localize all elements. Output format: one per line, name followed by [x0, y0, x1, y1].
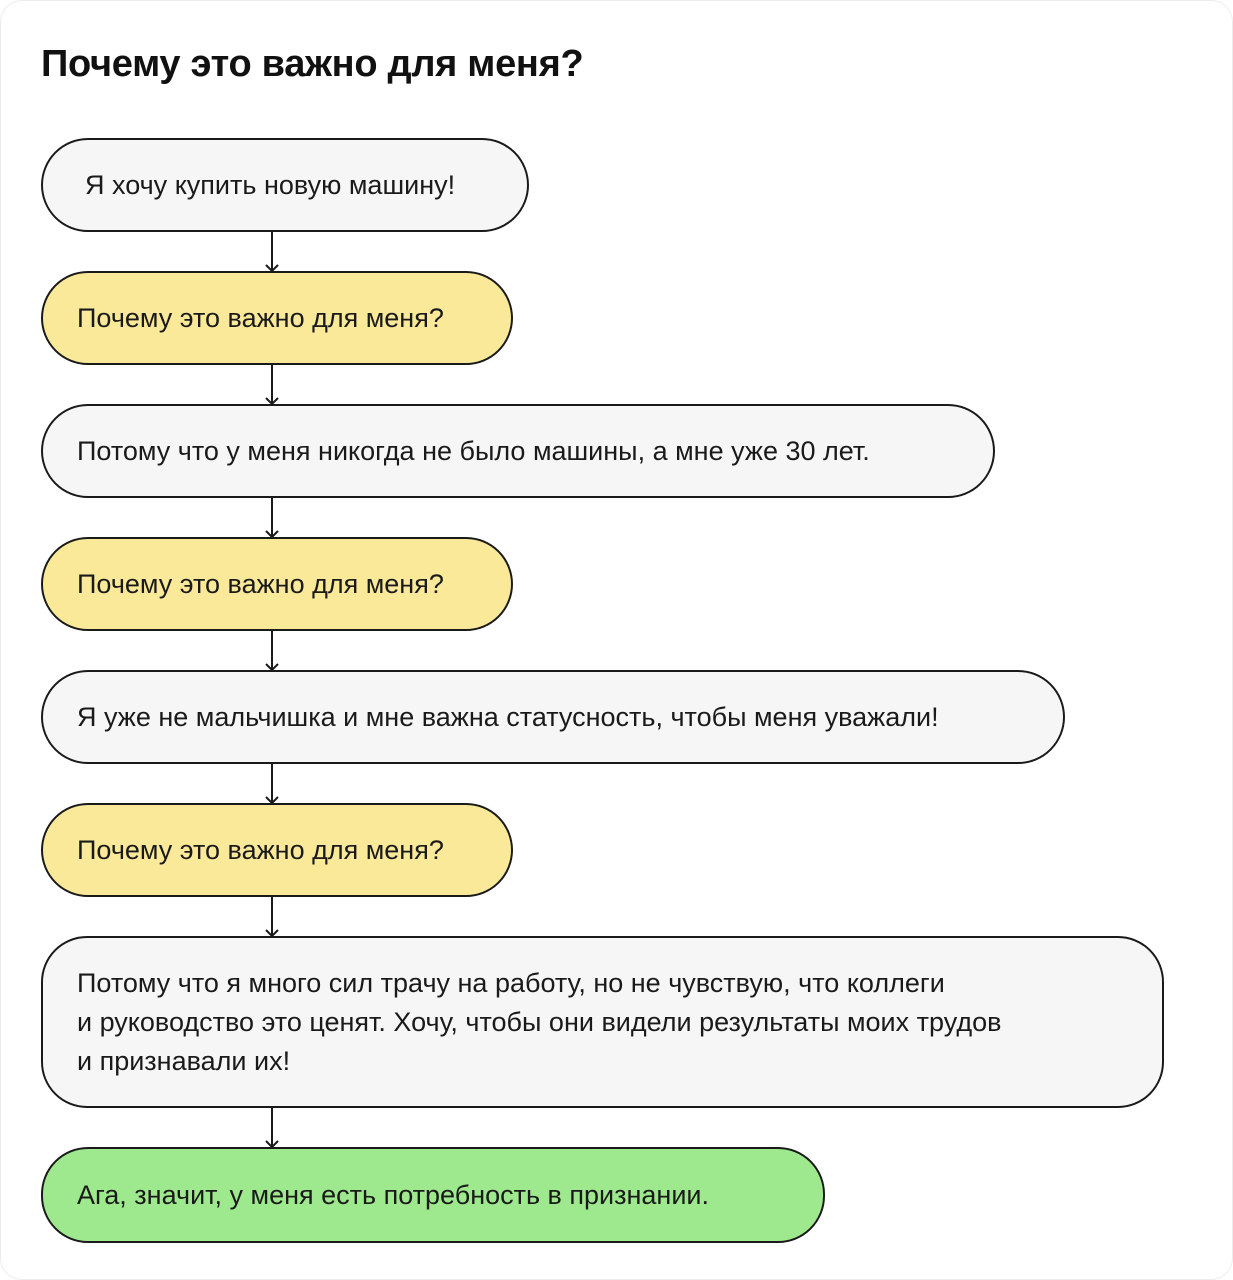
flow-node-answer — [41, 404, 995, 498]
flow-node-question — [41, 537, 513, 631]
flow-node-question — [41, 803, 513, 897]
flow-arrow — [262, 231, 282, 273]
flow-arrow — [262, 1107, 282, 1149]
flow-node-answer-multiline — [41, 936, 1164, 1108]
flow-arrow — [262, 364, 282, 406]
flow-arrow — [262, 497, 282, 539]
flow-node-statement — [41, 138, 529, 232]
flow-node-text: Почему это важно для меня? — [77, 834, 444, 865]
flow-node-text: Почему это важно для меня? — [77, 302, 444, 333]
flow-node-text-line: Потому что я много сил трачу на работу, но не чувствую, что коллеги — [77, 967, 945, 998]
flow-arrow — [262, 896, 282, 938]
flow-node-text-line: и признавали их! — [77, 1045, 291, 1076]
flow-node-text: Ага, значит, у меня есть потребность в признании. — [77, 1179, 709, 1210]
flow-arrow — [262, 630, 282, 672]
flow-arrow — [262, 763, 282, 805]
flow-node-conclusion — [41, 1147, 825, 1243]
flow-node-answer — [41, 670, 1065, 764]
flow-node-text: Я хочу купить новую машину! — [85, 169, 456, 200]
flow-node-text: Я уже не мальчишка и мне важна статусность, чтобы меня уважали! — [77, 701, 939, 732]
flow-node-text: Почему это важно для меня? — [77, 568, 444, 599]
flow-node-text-line: и руководство это ценят. Хочу, чтобы они видели результаты моих трудов — [77, 1006, 1002, 1037]
flow-node-text: Потому что у меня никогда не было машины, а мне уже 30 лет. — [77, 435, 870, 466]
flow-node-question — [41, 271, 513, 365]
diagram-title: Почему это важно для меня? — [41, 43, 584, 85]
flow-node-text-block — [77, 964, 1001, 1081]
